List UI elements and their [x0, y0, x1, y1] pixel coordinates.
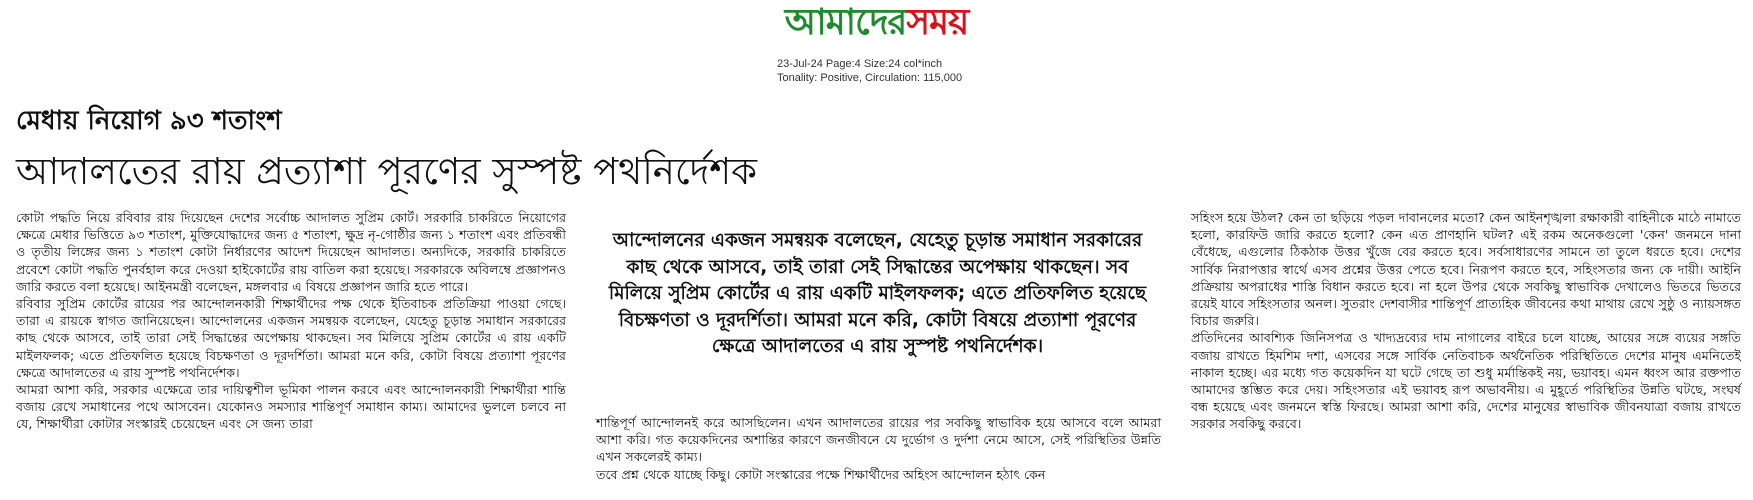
paragraph: কোটা পদ্ধতি নিয়ে রবিবার রায় দিয়েছেন দেশের সর্বোচ্চ আদালত সুপ্রিম কোর্ট। সরকারি চাকরিতে নিয়োগের ক্ষেত্রে মেধার ভিত্তিতে ৯৩ শতাংশ, মুক্তিযোদ্ধাদের জন্য ৫ শতাংশ, ক্ষুদ্র নৃ-গোষ্ঠীর জন্য ১ শতাংশ এবং প্রতিবন্ধী ও তৃতীয় লিঙ্গের জন্য ১ শতাংশ কোটা নির্ধারণের আদেশ দিয়েছেন আদালত। অন্যদিকে, সরকারি চাকরিতে প্রবেশে কোটা পদ্ধতি পুনর্বহাল করে দেওয়া হাইকোর্টের রায় বাতিল করা হয়েছে। সরকারকে অবিলম্বে প্রজ্ঞাপনও জারি করতে বলা হয়েছে। আইনমন্ত্রী বলেছেন, মঙ্গলবার এ বিষয়ে প্রজ্ঞাপন জারি হতে পারে।	[16, 210, 566, 294]
pull-quote: আন্দোলনের একজন সমন্বয়ক বলেছেন, যেহেতু চূড়ান্ত সমাধান সরকারের কাছ থেকে আসবে, তাই তারা সেই সিদ্ধান্তের অপেক্ষায় থাকছেন। সব মিলিয়ে সুপ্রিম কোর্টের এ রায় একটি মাইলফলক; এতে প্রতিফলিত হয়েছে বিচক্ষণতা ও দূরদর্শিতা। আমরা মনে করি, কোটা বিষয়ে প্রত্যাশা পূরণের ক্ষেত্রে আদালতের এ রায় সুস্পষ্ট পথনির্দেশক।	[608, 230, 1147, 357]
masthead	[0, 2, 1753, 42]
clipping-meta	[777, 57, 962, 85]
newspaper-logo	[0, 2, 1753, 42]
paragraph: রবিবার সুপ্রিম কোর্টের রায়ের পর আন্দোলনকারী শিক্ষার্থীদের পক্ষ থেকে ইতিবাচক প্রতিক্রিয়া পাওয়া গেছে। তারা এ রায়কে স্বাগত জানিয়েছেন। আন্দোলনের একজন সমন্বয়ক বলেছেন, যেহেতু চূড়ান্ত সমাধান সরকারের কাছ থেকে আসবে, তাই তারা সেই সিদ্ধান্তের অপেক্ষায় থাকছেন। সব মিলিয়ে সুপ্রিম কোর্টের এ রায় একটি মাইলফলক; এতে প্রতিফলিত হয়েছে বিচক্ষণতা ও দূরদর্শিতা। আমরা মনে করি, কোটা বিষয়ে প্রত্যাশা পূরণের ক্ষেত্রে আদালতের এ রায় সুস্পষ্ট পথনির্দেশক।	[16, 296, 566, 380]
logo-part-2: সময়	[906, 1, 969, 43]
paragraph: শান্তিপূর্ণ আন্দোলনই করে আসছিলেন। এখন আদালতের রায়ের পর সবকিছু স্বাভাবিক হয়ে আসবে বলে আমরা আশা করি। গত কয়েকদিনের অশান্তির কারণে জনজীবনে যে দুর্ভোগ ও দুর্দশা নেমে আসে, সেই পরিস্থিতির উন্নতি এখন সকলেরই কাম্য।	[596, 415, 1161, 465]
paragraph: আমরা আশা করি, সরকার এক্ষেত্রে তার দায়িত্বশীল ভূমিকা পালন করবে এবং আন্দোলনকারী শিক্ষার্থীরা শান্তি বজায় রেখে সমাধানের পথে আসবেন। যেকোনও সমস্যার শান্তিপূর্ণ সমাধান কাম্য। আমাদের ভুললে চলবে না যে, শিক্ষার্থীরা কোটার সংস্কারই চেয়েছেন এবং সে জন্য তারা	[16, 382, 566, 432]
article-kicker: মেধায় নিয়োগ ৯৩ শতাংশ	[16, 106, 282, 136]
paragraph: সহিংস হয়ে উঠল? কেন তা ছড়িয়ে পড়ল দাবানলের মতো? কেন আইনশৃঙ্খলা রক্ষাকারী বাহিনীকে মাঠে নামাতে হলো, কারফিউ জারি করতে হলো? কেন এত প্রাণহানি ঘটল? এই রকম অনেকগুলো 'কেন' জনমনে দানা বেঁধেছে, এগুলোর ঠিকঠাক উত্তর খুঁজে বের করতে হবে। সর্বসাধারণের সামনে তা তুলে ধরতে হবে। দেশের সার্বিক নিরাপত্তার স্বার্থে এসব প্রশ্নের উত্তর পেতে হবে। নিরূপণ করতে হবে, সহিংসতার জন্য কে দায়ী। আইনি প্রক্রিয়ায় অপরাধের শাস্তি বিধান করতে হবে। না হলে উপর থেকে সবকিছু স্বাভাবিক দেখালেও ভিতরে ভিতরে রয়েই যাবে সহিংসতার অনল। সুতরাং দেশবাসীর শান্তিপূর্ণ প্রাত্যহিক জীবনের কথা মাথায় রেখে সুষ্ঠু ও ন্যায়সঙ্গত বিচার জরুরি।	[1191, 210, 1741, 329]
paragraph: প্রতিদিনের আবশ্যিক জিনিসপত্র ও খাদ্যদ্রব্যের দাম নাগালের বাইরে চলে যাচ্ছে, আয়ের সঙ্গে ব্যয়ের সঙ্গতি বজায় রাখতে হিমশিম দশা, এসবের সঙ্গে সার্বিক নেতিবাচক অর্থনৈতিক পরিস্থিতিতে দেশের মানুষ এমনিতেই নাকাল হচ্ছে। এর মধ্যে গত কয়েকদিন যা ঘটে গেছে তা শুধু মর্মান্তিকই নয়, ভয়াবহ। এমন ধ্বংস আর রক্তপাত আমাদের স্তম্ভিত করে দেয়। সহিংসতার এই ভয়াবহ রূপ অভাবনীয়। এ মুহূর্তে পরিস্থিতির উন্নতি ঘটছে, সংঘর্ষ বন্ধ হয়েছে এবং জনমনে স্বস্তি ফিরছে। আমরা আশা করি, দেশের মানুষের স্বাভাবিক জীবনযাত্রা বজায় রাখতে সরকার সবকিছু করবে।	[1191, 330, 1741, 432]
article-headline: আদালতের রায় প্রত্যাশা পূরণের সুস্পষ্ট পথনির্দেশক	[16, 150, 757, 193]
paragraph: তবে প্রশ্ন থেকে যাচ্ছে কিছু। কোটা সংস্কারের পক্ষে শিক্ষার্থীদের অহিংস আন্দোলন হঠাৎ কেন	[596, 466, 1046, 482]
article-column-2	[596, 414, 1161, 483]
article-column-3	[1191, 209, 1741, 433]
article-column-1	[16, 209, 566, 433]
logo-part-1: আমাদের	[784, 1, 907, 43]
meta-page-size: 23-Jul-24 Page:4 Size:24 col*inch	[777, 58, 943, 70]
meta-tonality-circulation: Tonality: Positive, Circulation: 115,000	[777, 72, 963, 84]
